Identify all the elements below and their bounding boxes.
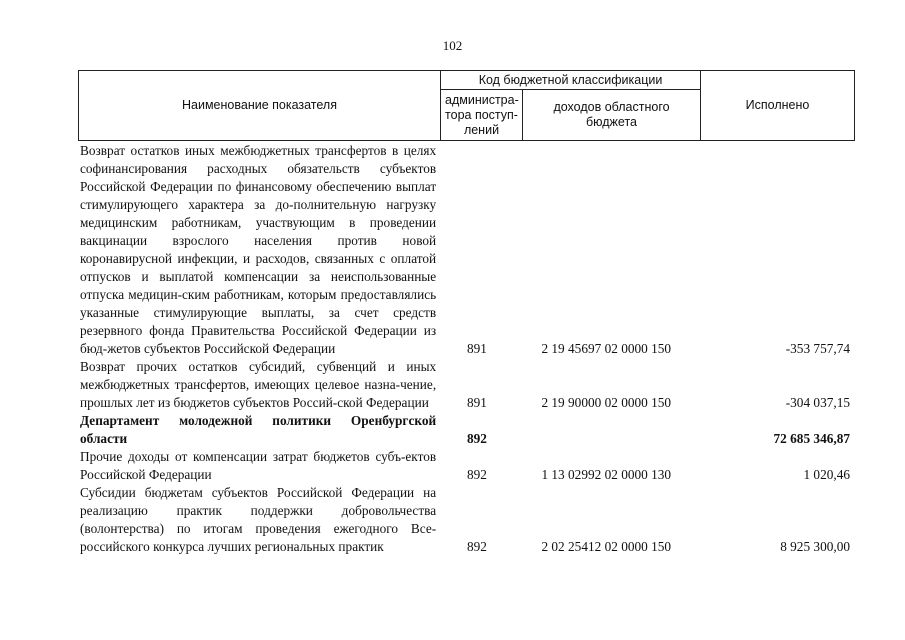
table-header xyxy=(78,70,855,141)
table-row xyxy=(78,142,854,358)
row-name: Субсидии бюджетам субъектов Российской Федерации на реализацию практик поддержки добровольчества (волонтерства) по итогам проведения ежегодного Все-российского конкурса лучших региональных практик xyxy=(80,485,437,554)
row-name: Возврат прочих остатков субсидий, субвенций и иных межбюджетных трансфертов, имеющих целевое назна-чение, прошлых лет из бюджетов субъектов Россий-ской Федерации xyxy=(80,359,437,410)
row-admin-code: 891 xyxy=(466,341,487,356)
row-name: Прочие доходы от компенсации затрат бюджетов субъ-ектов Российской Федерации xyxy=(80,449,437,482)
row-admin-code: 892 xyxy=(466,467,487,482)
row-income-code: 2 02 25412 02 0000 150 xyxy=(541,539,672,554)
row-name: Возврат остатков иных межбюджетных трансфертов в целях софинансирования расходных обязательств субъектов Российской Федерации по финансовому обеспечению выплат стимулирующего характера за до-полнительную нагрузку медицинским работникам, участвующим в проведении вакцинации взрослого населения против новой коронавирусной инфекции, и расходов, связанных с оплатой отпусков и выплатой компенсации за неиспользованные отпуска медицин-ским работникам, которым предоставлялись указанные стимулирующие выплаты, за счет средств резервного фонда Правительства Российской Федерации из бюд-жетов субъектов Российской Федерации xyxy=(80,143,437,356)
row-amount: -304 037,15 xyxy=(785,395,850,410)
table-row-department xyxy=(78,412,854,448)
row-income-code: 2 19 90000 02 0000 150 xyxy=(541,395,672,410)
row-amount: 72 685 346,87 xyxy=(773,431,850,446)
row-amount: 8 925 300,00 xyxy=(780,539,850,554)
table-row xyxy=(78,448,854,484)
table-row xyxy=(78,484,854,556)
row-income-code: 2 19 45697 02 0000 150 xyxy=(541,341,672,356)
indicator-column-header: Наименование показателя xyxy=(79,71,441,141)
row-admin-code: 892 xyxy=(466,539,487,554)
page-number: 102 xyxy=(442,38,463,53)
row-name: Департамент молодежной политики Оренбургской области xyxy=(80,413,437,446)
row-admin-code: 891 xyxy=(466,395,487,410)
executed-column-header: Исполнено xyxy=(701,71,855,141)
classification-group-header: Код бюджетной классификации xyxy=(441,71,701,90)
admin-column-header: администра-тора поступ-лений xyxy=(441,90,523,141)
row-amount: 1 020,46 xyxy=(803,467,850,482)
row-admin-code: 892 xyxy=(466,431,487,446)
table-body xyxy=(78,142,854,556)
table-row xyxy=(78,358,854,412)
income-column-header: доходов областного бюджета xyxy=(523,90,701,141)
row-amount: -353 757,74 xyxy=(785,341,850,356)
row-income-code: 1 13 02992 02 0000 130 xyxy=(541,467,672,482)
